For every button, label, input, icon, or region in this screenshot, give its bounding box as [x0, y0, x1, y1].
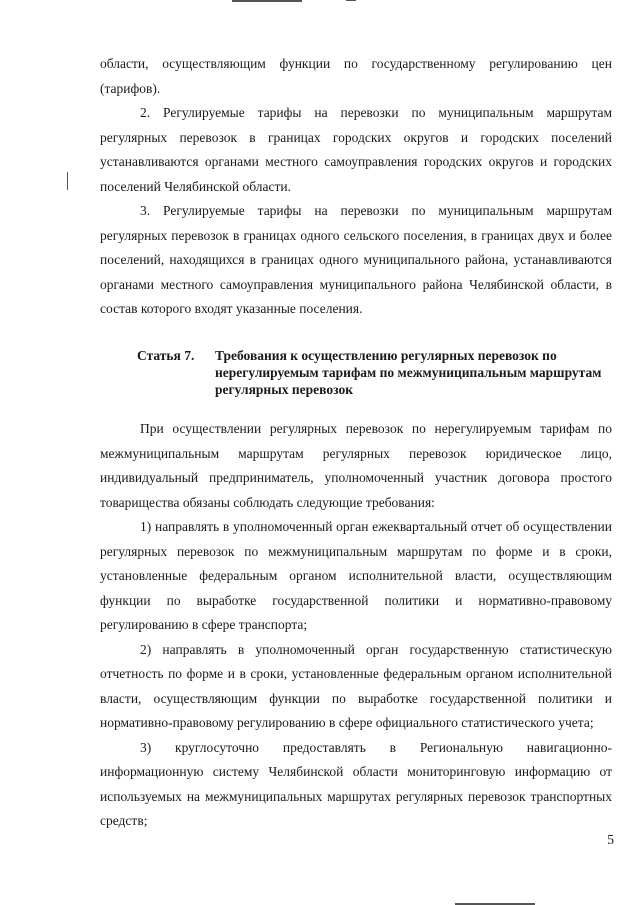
text-block-2 — [100, 417, 612, 834]
paragraph-requirement-2: 2) направлять в уполномоченный орган государственную статистическую отчетность по форме и в сроки, установленные федеральным органом исполнительной власти, осуществляющим функции по выработке государственной политики и нормативно-правовому регулированию в сфере официального статистического учета; — [100, 641, 612, 730]
scan-mark-top-dash — [346, 0, 356, 1]
page-number: 5 — [607, 832, 614, 847]
paragraph-intro: При осуществлении регулярных перевозок по нерегулируемым тарифам по межмуниципальным маршрутам регулярных перевозок юридическое лицо, индивидуальный предприниматель, уполномоченный участник договора простого товарищества обязаны соблюдать следующие требования: — [100, 421, 612, 510]
paragraph-item-2: 2. Регулируемые тарифы на перевозки по муниципальным маршрутам регулярных перевозок в границах городских округов и городских поселений устанавливаются органами местного самоуправления городских округов и городских поселений Челябинской области. — [100, 105, 612, 194]
scan-mark-left — [67, 172, 68, 190]
scan-mark-top — [232, 0, 302, 2]
paragraph-item-3: 3. Регулируемые тарифы на перевозки по муниципальным маршрутам регулярных перевозок в границах одного сельского поселения, в границах двух и более поселений, находящихся в границах одного муниципального района, устанавливаются органами местного самоуправления муниципального района Челябинской области, в состав которого входят указанные поселения. — [100, 203, 612, 316]
text-block-1 — [100, 52, 612, 322]
article-title: Требования к осуществлению регулярных перевозок по нерегулируемым тарифам по межмуниципальным маршрутам регулярных перевозок — [215, 348, 602, 397]
paragraph-requirement-3: 3) круглосуточно предоставлять в Региональную навигационно-информационную систему Челябинской области мониторинговую информацию от используемых на межмуниципальных маршрутах регулярных перевозок транспортных средств; — [100, 739, 612, 828]
article-heading — [137, 347, 607, 398]
paragraph-continuation: области, осуществляющим функции по государственному регулированию цен (тарифов). — [100, 56, 612, 96]
article-number: Статья 7. — [137, 348, 195, 363]
paragraph-requirement-1: 1) направлять в уполномоченный орган ежеквартальный отчет об осуществлении регулярных перевозок по межмуниципальным маршрутам по форме и в сроки, установленные федеральным органом исполнительной власти, осуществляющим функции по выработке государственной политики и нормативно-правовому регулированию в сфере транспорта; — [100, 519, 612, 632]
